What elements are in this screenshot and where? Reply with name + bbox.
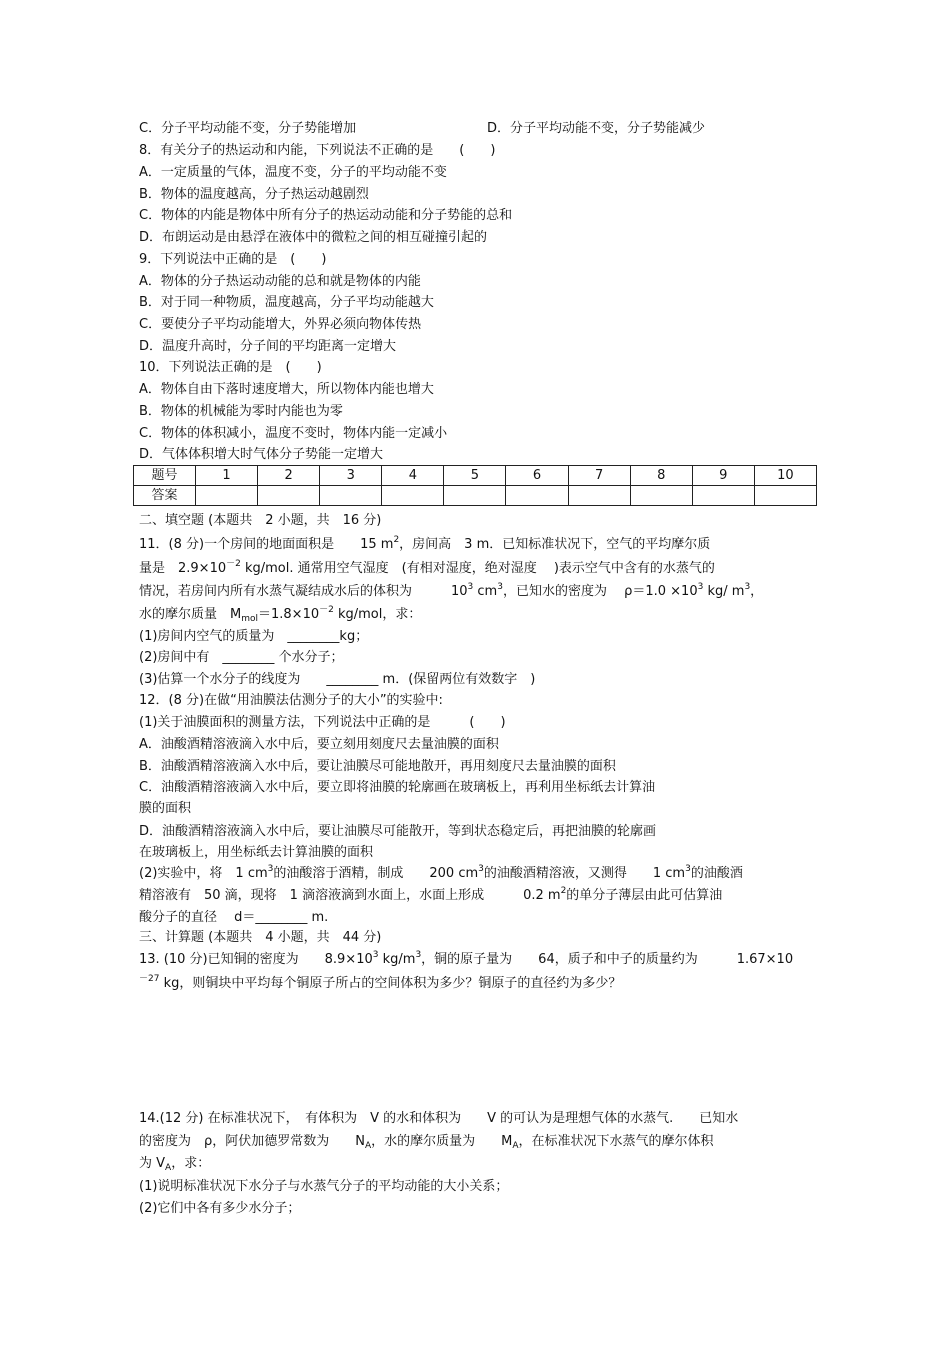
q10-option-b: B．物体的机械能为零时内能也为零 <box>139 404 343 419</box>
q12-option-c-cont: 膜的面积 <box>139 801 192 816</box>
q12-option-c: C．油酸酒精溶液滴入水中后，要立即将油膜的轮廓画在玻璃板上，再利用坐标纸去计算油 <box>139 780 656 795</box>
q13-line-1: 13. (10 分)已知铜的密度为 $8.9\times 10^3$ $kg/m^3$，铜的原子量为 64，质子和中子的质量约为 1.67×10 <box>139 950 794 967</box>
q11-sub-question-1: (1)房间内空气的质量为 ________kg； <box>139 629 369 644</box>
q11-line-2: 量是 $2.9\times 10^{-2}$ kg/mol. 通常用空气湿度 (有相对湿度，绝对湿度 )表示空气中含有的水蒸气的 <box>139 559 715 576</box>
q8-option-a: A．一定质量的气体，温度不变，分子的平均动能不变 <box>139 165 447 180</box>
q7-option-d: D．分子平均动能不变，分子势能减少 <box>487 121 706 136</box>
q9-option-d: D．温度升高时，分子间的平均距离一定增大 <box>139 339 397 354</box>
number-cell: 3 <box>320 466 382 486</box>
number-cell: 5 <box>444 466 506 486</box>
q10-option-a: A．物体自由下落时速度增大，所以物体内能也增大 <box>139 382 434 397</box>
q11-line-1: 11．(8 分)一个房间的地面面积是 15 $m^2$，房间高 3 m．已知标准状况下，空气的平均摩尔质 <box>139 535 711 552</box>
q9-stem: 9．下列说法中正确的是 ( ) <box>139 252 327 267</box>
q14-line-3: 为 $V_A$，求： <box>139 1156 211 1173</box>
q9-option-a: A．物体的分子热运动动能的总和就是物体的内能 <box>139 274 421 289</box>
number-cell: 10 <box>754 466 816 486</box>
answer-cell[interactable] <box>692 486 754 506</box>
number-cell: 4 <box>382 466 444 486</box>
number-header-cell: 题号 <box>134 466 196 486</box>
answer-table-answer-row <box>134 486 817 506</box>
q12-option-a: A．油酸酒精溶液滴入水中后，要立刻用刻度尺去量油膜的面积 <box>139 737 499 752</box>
q12-sub-question-2-end: 酸分子的直径 d＝________ m. <box>139 910 329 925</box>
section-2-title: 二、填空题 (本题共 2 小题，共 16 分) <box>139 513 382 528</box>
number-cell: 7 <box>568 466 630 486</box>
q7-option-c: C．分子平均动能不变，分子势能增加 <box>139 121 357 136</box>
q11-line-3: 情况，若房间内所有水蒸气凝结成水后的体积为 $10^3$ $cm^3$，已知水的密度为 $\rho=1.0 \times 10^3$ kg/ $m^3$， <box>139 582 764 599</box>
q11-sub-question-2: (2)房间中有 ________ 个水分子； <box>139 650 344 665</box>
q8-option-d: D．布朗运动是由悬浮在液体中的微粒之间的相互碰撞引起的 <box>139 230 488 245</box>
q11-sub-question-3: (3)估算一个水分子的线度为 ________ m．(保留两位有效数字 ) <box>139 672 536 687</box>
number-cell: 1 <box>196 466 258 486</box>
answer-cell[interactable] <box>754 486 816 506</box>
q14-line-1: 14.(12 分) 在标准状况下， 有体积为 V 的水和体积为 V 的可认为是理想气体的水蒸气. 已知水 <box>139 1111 739 1126</box>
section-3-title: 三、计算题 (本题共 4 小题，共 44 分) <box>139 930 382 945</box>
answer-cell[interactable] <box>506 486 568 506</box>
q12-stem: 12．(8 分)在做“用油膜法估测分子的大小”的实验中: <box>139 693 443 708</box>
q9-option-c: C．要使分子平均动能增大，外界必须向物体传热 <box>139 317 422 332</box>
answer-table-number-row <box>134 466 817 486</box>
q11-line-4: 水的摩尔质量 $M_{mol}=1.8\times 10^{-2}$ kg/mol，求： <box>139 605 422 624</box>
answer-cell[interactable] <box>444 486 506 506</box>
q10-option-c: C．物体的体积减小，温度不变时，物体内能一定减小 <box>139 426 448 441</box>
answer-cell[interactable] <box>568 486 630 506</box>
answer-cell[interactable] <box>630 486 692 506</box>
q12-option-d-cont: 在玻璃板上，用坐标纸去计算油膜的面积 <box>139 845 374 860</box>
q8-option-b: B．物体的温度越高，分子热运动越剧烈 <box>139 187 369 202</box>
number-cell: 8 <box>630 466 692 486</box>
q9-option-b: B．对于同一种物质，温度越高，分子平均动能越大 <box>139 295 434 310</box>
answer-header-cell: 答案 <box>134 486 196 506</box>
number-cell: 2 <box>258 466 320 486</box>
answer-table <box>133 465 817 506</box>
number-cell: 6 <box>506 466 568 486</box>
answer-cell[interactable] <box>196 486 258 506</box>
q14-line-2: 的密度为 ρ，阿伏加德罗常数为 $N_A$，水的摩尔质量为 $M_A$，在标准状况下水蒸气的摩尔体积 <box>139 1134 714 1151</box>
q12-option-b: B．油酸酒精溶液滴入水中后，要让油膜尽可能地散开，再用刻度尺去量油膜的面积 <box>139 759 616 774</box>
q12-option-d: D．油酸酒精溶液滴入水中后，要让油膜尽可能散开，等到状态稳定后，再把油膜的轮廓画 <box>139 824 657 839</box>
q12-sub-question-2: (2)实验中，将 1 $cm^3$的油酸溶于酒精，制成 200 $cm^3$的油酸酒精溶液，又测得 1 $cm^3$的油酸酒 <box>139 864 743 881</box>
number-cell: 9 <box>692 466 754 486</box>
answer-cell[interactable] <box>258 486 320 506</box>
q12-sub-question-2-cont: 精溶液有 50 滴，现将 1 滴溶液滴到水面上，水面上形成 0.2 $m^2$的单分子薄层由此可估算油 <box>139 886 723 903</box>
q10-option-d: D．气体体积增大时气体分子势能一定增大 <box>139 447 384 462</box>
q13-line-2: $^{-27}$ kg，则铜块中平均每个铜原子所占的空间体积为多少？铜原子的直径约为多少？ <box>139 974 622 991</box>
q10-stem: 10．下列说法正确的是 ( ) <box>139 360 322 375</box>
answer-cell[interactable] <box>382 486 444 506</box>
q8-stem: 8．有关分子的热运动和内能，下列说法不正确的是 ( ) <box>139 143 496 158</box>
answer-cell[interactable] <box>320 486 382 506</box>
q14-sub-question-1: (1)说明标准状况下水分子与水蒸气分子的平均动能的大小关系； <box>139 1179 509 1194</box>
q8-option-c: C．物体的内能是物体中所有分子的热运动动能和分子势能的总和 <box>139 208 513 223</box>
q14-sub-question-2: (2)它们中各有多少水分子； <box>139 1201 301 1216</box>
q12-sub-question-1: (1)关于油膜面积的测量方法，下列说法中正确的是 ( ) <box>139 715 506 730</box>
